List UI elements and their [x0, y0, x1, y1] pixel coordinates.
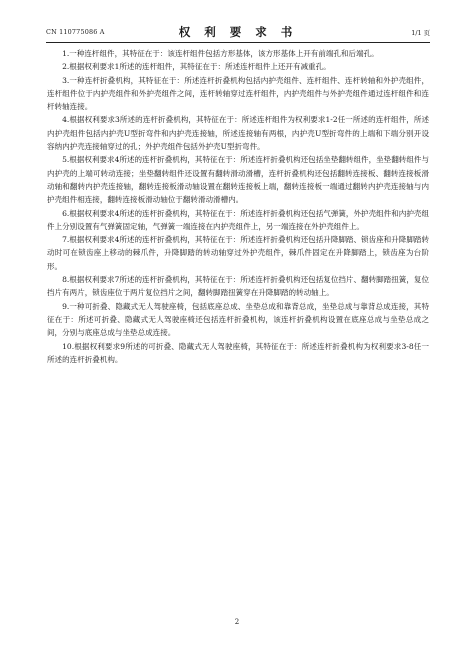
claim-6: 6.根据权利要求4所述的连杆折叠机构，其特征在于：所述连杆折叠机构还包括气弹簧，外护壳组件和内护壳组件上分别设置有气弹簧固定轴，气弹簧一端连接在内护壳组件上，另一端连接在外护壳组件上。 — [47, 208, 429, 231]
page-number: 2 — [234, 618, 240, 626]
page-title: 权 利 要 求 书 — [178, 25, 298, 39]
claim-8: 8.根据权利要求7所述的连杆折叠机构，其特征在于：所述连杆折叠机构还包括复位挡片、翻转脚踏扭簧，复位挡片有两片，锁齿座位于两片复位挡片之间，翻转脚踏扭簧穿在升降脚踏的转动轴上。 — [47, 275, 429, 298]
claim-1: 1.一种连杆组件，其特征在于：该连杆组件包括方形基体，该方形基体上开有前端孔和后端孔。 — [62, 49, 379, 58]
claim-2: 2.根据权利要求1所述的连杆组件，其特征在于：所述连杆组件上还开有减重孔。 — [62, 62, 331, 72]
header-divider — [46, 42, 430, 43]
claim-10: 10.根据权利要求9所述的可折叠、隐藏式无人驾驶座椅，其特征在于：所述连杆折叠机构为权利要求3-8任一所述的连杆折叠机构。 — [47, 341, 429, 364]
claim-9: 9.一种可折叠、隐藏式无人驾驶座椅，包括底座总成、坐垫总成和靠背总成，坐垫总成与靠背总成连接，其特征在于：所述可折叠、隐藏式无人驾驶座椅还包括连杆折叠机构，该连杆折叠机构设置在底座总成与坐垫总成之间，分别与底座总成与坐垫总成连接。 — [47, 301, 429, 338]
claim-7: 7.根据权利要求4所述的连杆折叠机构，其特征在于：所述连杆折叠机构还包括升降脚踏、锁齿座和升降脚踏转动时可在锁齿座上移动的棘爪件，升降脚踏的转动轴穿过外护壳组件，棘爪件固定在升降脚踏上，锁齿座为台阶形。 — [47, 235, 429, 271]
claims-body — [47, 47, 429, 366]
page-header — [46, 24, 430, 42]
claim-4: 4.根据权利要求3所述的连杆折叠机构，其特征在于：所述连杆组件为权利要求1-2任一所述的连杆组件，所述内护壳组件包括内护壳U型折弯件和内护壳连接轴，所述连接轴有两根，内护壳U型折弯件的上端和下端分别开设容纳内护壳连接轴穿过的孔；外护壳组件包括外护壳U型折弯件。 — [47, 115, 429, 152]
page-indicator: 1/1 页 — [411, 29, 430, 37]
claim-3: 3.一种连杆折叠机构，其特征在于：所述连杆折叠机构包括内护壳组件、连杆组件、连杆转轴和外护壳组件，连杆组件位于内护壳组件和外护壳组件之间，连杆转轴穿过连杆组件，内护壳组件与外护壳组件通过连杆组件和连杆转轴连接。 — [47, 75, 429, 112]
claim-5: 5.根据权利要求4所述的连杆折叠机构，其特征在于：所述连杆折叠机构还包括坐垫翻转组件，坐垫翻转组件与内护壳的上端可转动连接；坐垫翻转组件还设置有翻转滑动滑槽，连杆折叠机构还包括翻转连接板、翻转连接板滑动轴和翻转内护壳连接轴，翻转连接板滑动轴设置在翻转连接板上端，翻转连接板一端通过翻转内护壳连接轴与内护壳组件相连接，翻转连接板滑动轴位于翻转滑动滑槽内。 — [47, 155, 429, 205]
document-number: CN 110775086 A — [46, 28, 105, 36]
